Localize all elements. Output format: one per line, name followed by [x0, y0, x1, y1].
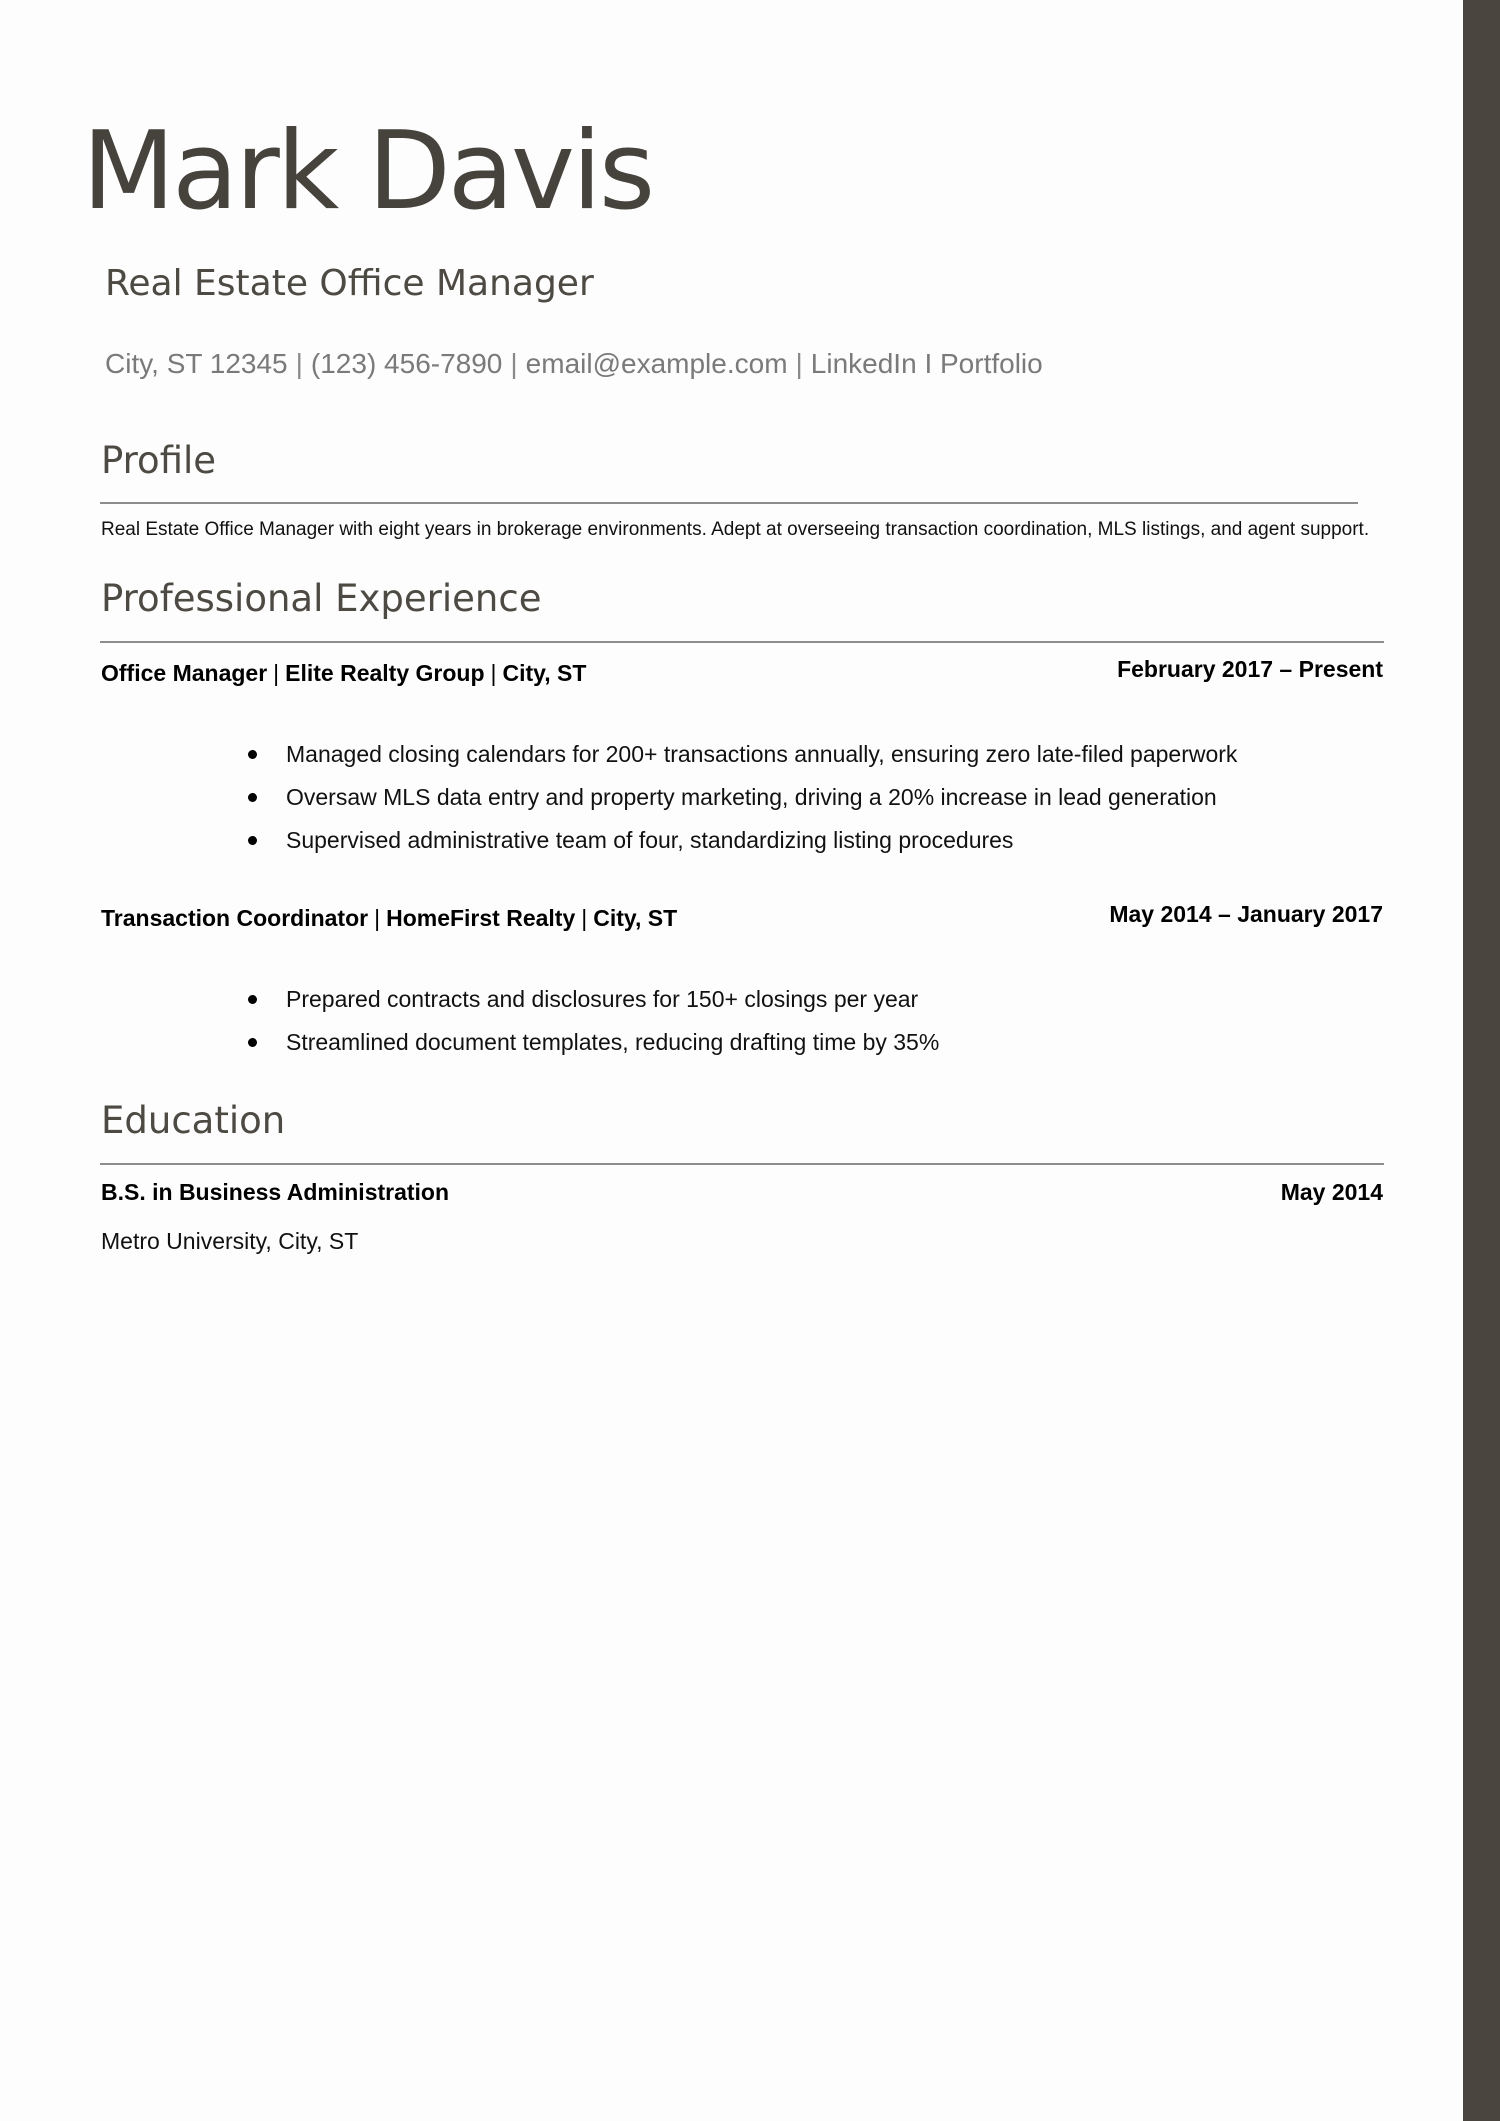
profile-summary: Real Estate Office Manager with eight years in brokerage environments. Adept at overseeing transaction coordination, MLS listings, and agent support.	[101, 519, 1370, 540]
contact-email[interactable]: email@example.com	[525, 348, 788, 379]
education-date: May 2014	[1280, 1179, 1383, 1205]
job-company: Elite Realty Group	[285, 660, 485, 686]
decorative-side-band	[1463, 0, 1500, 2121]
experience-divider	[100, 641, 1384, 643]
job-bullet: Oversaw MLS data entry and property marketing, driving a 20% increase in lead generation	[248, 776, 1237, 819]
contact-links[interactable]: LinkedIn I Portfolio	[810, 348, 1043, 379]
job-role: Transaction Coordinator	[101, 905, 369, 931]
candidate-name: Mark Davis	[82, 109, 653, 234]
job-location: City, ST	[593, 905, 678, 931]
contact-separator: |	[795, 348, 803, 379]
education-heading: Education	[101, 1099, 286, 1142]
contact-address: City, ST 12345	[105, 348, 288, 379]
job-bullet-list	[248, 978, 939, 1064]
job-bullet: Prepared contracts and disclosures for 150+ closings per year	[248, 978, 939, 1021]
job-role: Office Manager	[101, 660, 268, 686]
job-dates: May 2014 – January 2017	[1109, 901, 1383, 927]
job-bullet: Streamlined document templates, reducing drafting time by 35%	[248, 1021, 939, 1064]
job-bullet-list	[248, 733, 1237, 862]
profile-divider	[100, 502, 1358, 504]
job-header	[101, 662, 586, 685]
contact-phone: (123) 456-7890	[310, 348, 503, 379]
job-company: HomeFirst Realty	[386, 905, 576, 931]
experience-heading: Professional Experience	[101, 577, 542, 620]
education-degree: B.S. in Business Administration	[101, 1179, 450, 1205]
job-separator: |	[581, 905, 588, 931]
job-separator: |	[374, 905, 381, 931]
job-bullet: Supervised administrative team of four, standardizing listing procedures	[248, 819, 1237, 862]
education-divider	[100, 1163, 1384, 1165]
job-dates: February 2017 – Present	[1117, 656, 1383, 682]
profile-heading: Profile	[101, 439, 217, 482]
job-header	[101, 907, 677, 930]
job-location: City, ST	[502, 660, 587, 686]
candidate-title: Real Estate Office Manager	[105, 263, 594, 304]
job-separator: |	[273, 660, 280, 686]
job-separator: |	[490, 660, 497, 686]
contact-line	[105, 350, 1043, 378]
contact-separator: |	[510, 348, 518, 379]
contact-separator: |	[295, 348, 303, 379]
education-school: Metro University, City, ST	[101, 1228, 359, 1254]
job-bullet: Managed closing calendars for 200+ transactions annually, ensuring zero late-filed paperwork	[248, 733, 1237, 776]
